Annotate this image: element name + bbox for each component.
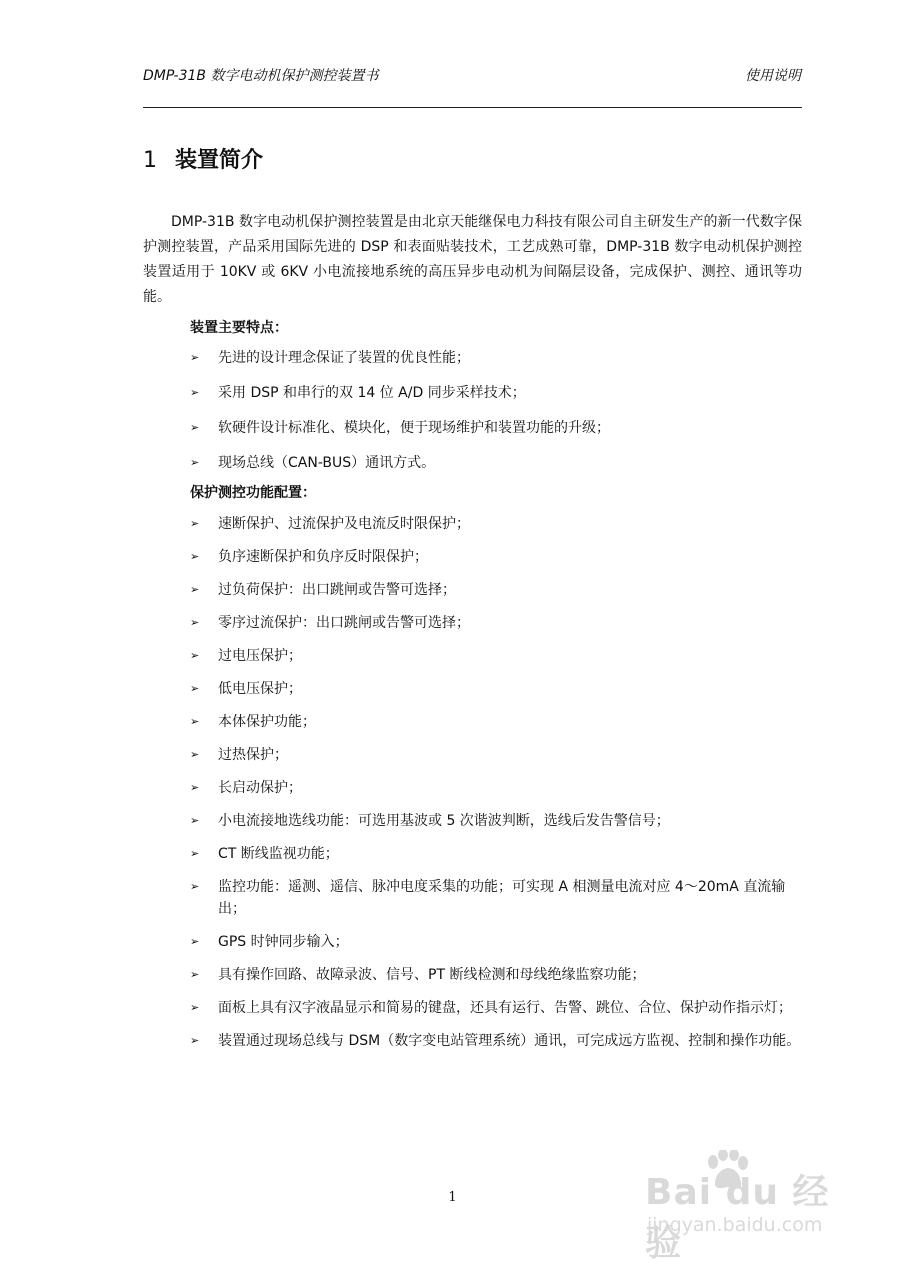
arrow-bullet-icon: ➢ [190, 935, 200, 948]
watermark-logo: Bai du 经验 [645, 1172, 830, 1264]
list-item: ➢ 负序速断保护和负序反时限保护； [190, 546, 802, 568]
list-item: ➢ CT 断线监视功能； [190, 843, 802, 865]
arrow-bullet-icon: ➢ [190, 649, 200, 662]
list-item: ➢ 面板上具有汉字液晶显示和简易的键盘，还具有运行、告警、跳位、合位、保护动作指示灯； [190, 997, 802, 1019]
arrow-bullet-icon: ➢ [190, 847, 200, 860]
list-item: ➢ 过负荷保护：出口跳闸或告警可选择； [190, 579, 802, 601]
list-item: ➢ 具有操作回路、故障录波、信号、PT 断线检测和母线绝缘监察功能； [190, 964, 802, 986]
arrow-bullet-icon: ➢ [190, 421, 200, 434]
arrow-bullet-icon: ➢ [190, 880, 200, 893]
arrow-bullet-icon: ➢ [190, 550, 200, 563]
list-item: ➢ 速断保护、过流保护及电流反时限保护； [190, 513, 802, 535]
list-item: ➢ 低电压保护； [190, 678, 802, 700]
header-document-title: DMP-31B 数字电动机保护测控装置书 [143, 68, 379, 84]
header-manual-label: 使用说明 [745, 68, 801, 84]
list-item: ➢ 零序过流保护：出口跳闸或告警可选择； [190, 612, 802, 634]
list-item: ➢ 监控功能：遥测、遥信、脉冲电度采集的功能；可实现 A 相测量电流对应 4～20mA 直流输出； [190, 876, 802, 920]
list-item: ➢ 装置通过现场总线与 DSM（数字变电站管理系统）通讯，可完成远方监视、控制和操作功能。 [190, 1030, 802, 1052]
arrow-bullet-icon: ➢ [190, 781, 200, 794]
header-divider [143, 107, 802, 108]
arrow-bullet-icon: ➢ [190, 1034, 200, 1047]
list-item: ➢ 现场总线（CAN-BUS）通讯方式。 [190, 452, 802, 474]
arrow-bullet-icon: ➢ [190, 748, 200, 761]
section-number: 1 [143, 148, 157, 173]
list-item: ➢ 长启动保护； [190, 777, 802, 799]
section-heading [143, 146, 263, 176]
intro-paragraph: DMP-31B 数字电动机保护测控装置是由北京天能继保电力科技有限公司自主研发生产的新一代数字保护测控装置，产品采用国际先进的 DSP 和表面贴装技术，工艺成熟可靠，DMP-31B 数字电动机保护测控装置适用于 10KV 或 6KV 小电流接地系统的高压异步电动机为间隔层设备，完成保护、测控、通讯等功能。 [143, 214, 802, 305]
section-title: 装置简介 [175, 148, 264, 173]
arrow-bullet-icon: ➢ [190, 517, 200, 530]
arrow-bullet-icon: ➢ [190, 715, 200, 728]
arrow-bullet-icon: ➢ [190, 682, 200, 695]
list-item: ➢ 小电流接地选线功能：可选用基波或 5 次谐波判断，选线后发告警信号； [190, 810, 802, 832]
list-item: ➢ 先进的设计理念保证了装置的优良性能； [190, 347, 802, 369]
list-item: ➢ GPS 时钟同步输入； [190, 931, 802, 953]
arrow-bullet-icon: ➢ [190, 386, 200, 399]
arrow-bullet-icon: ➢ [190, 351, 200, 364]
baidu-jingyan-watermark [645, 1150, 865, 1264]
arrow-bullet-icon: ➢ [190, 1001, 200, 1014]
functions-heading: 保护测控功能配置： [190, 485, 316, 501]
features-list [190, 347, 802, 474]
functions-list [190, 513, 802, 1052]
arrow-bullet-icon: ➢ [190, 814, 200, 827]
watermark-url: jingyan.baidu.com [647, 1214, 823, 1236]
list-item: ➢ 过电压保护； [190, 645, 802, 667]
list-item: ➢ 过热保护； [190, 744, 802, 766]
arrow-bullet-icon: ➢ [190, 616, 200, 629]
arrow-bullet-icon: ➢ [190, 968, 200, 981]
features-heading: 装置主要特点： [190, 320, 288, 336]
arrow-bullet-icon: ➢ [190, 456, 200, 469]
list-item: ➢ 软硬件设计标准化、模块化，便于现场维护和装置功能的升级； [190, 417, 802, 439]
list-item: ➢ 采用 DSP 和串行的双 14 位 A/D 同步采样技术； [190, 382, 802, 404]
page-number: 1 [448, 1190, 457, 1205]
arrow-bullet-icon: ➢ [190, 583, 200, 596]
list-item: ➢ 本体保护功能； [190, 711, 802, 733]
